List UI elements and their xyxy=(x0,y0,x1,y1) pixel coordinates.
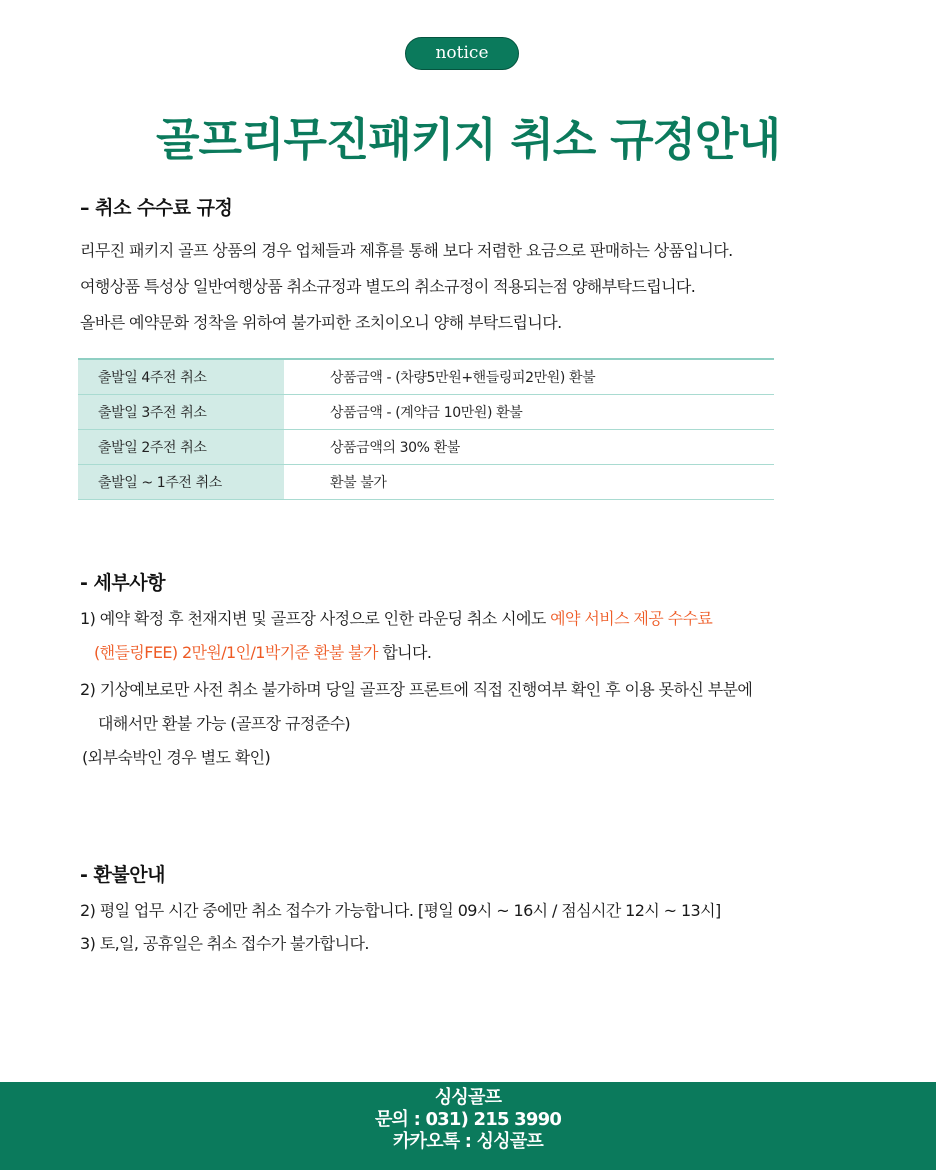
detail-item-1-line-2 xyxy=(94,640,431,663)
footer-kakao: 카카오톡 : 싱싱골프 xyxy=(392,1131,544,1152)
notice-badge: notice xyxy=(405,37,519,70)
table-row xyxy=(78,429,774,464)
fee-paragraph-line: 여행상품 특성상 일반여행상품 취소규정과 별도의 취소규정이 적용되는점 양해부탁드립니다. xyxy=(80,277,696,296)
table-row xyxy=(78,359,774,394)
details-section-heading: - 세부사항 xyxy=(80,572,165,594)
detail-item-1-highlight: 예약 서비스 제공 수수료 xyxy=(550,609,713,628)
refund-policy-cell: 상품금액 - (계약금 10만원) 환불 xyxy=(284,394,774,429)
refund-line: 2) 평일 업무 시간 중에만 취소 접수가 가능합니다. [평일 09시 ~ 16시 / 점심시간 12시 ~ 13시] xyxy=(80,901,721,920)
detail-item-2-line-1: 2) 기상예보로만 사전 취소 불가하며 당일 골프장 프론트에 직접 진행여부 확인 후 이용 못하신 부분에 xyxy=(80,680,753,699)
table-row xyxy=(78,394,774,429)
detail-item-2-line-2: 대해서만 환불 가능 (골프장 규정준수) xyxy=(98,714,351,733)
fee-paragraph-line: 올바른 예약문화 정착을 위하여 불가피한 조치이오니 양해 부탁드립니다. xyxy=(80,313,562,332)
cancel-timing-cell: 출발일 2주전 취소 xyxy=(78,429,284,464)
detail-item-1-highlight: (핸들링FEE) 2만원/1인/1박기준 환불 불가 xyxy=(94,643,378,662)
cancel-timing-cell: 출발일 3주전 취소 xyxy=(78,394,284,429)
table-row xyxy=(78,464,774,499)
footer-phone: 문의 : 031) 215 3990 xyxy=(374,1109,562,1130)
fee-paragraph-line: 리무진 패키지 골프 상품의 경우 업체들과 제휴를 통해 보다 저렴한 요금으로 판매하는 상품입니다. xyxy=(80,241,733,260)
contact-footer xyxy=(0,1082,936,1170)
detail-item-1-text: 1) 예약 확정 후 천재지변 및 골프장 사정으로 인한 라운딩 취소 시에도 xyxy=(80,609,551,628)
cancel-timing-cell: 출발일 4주전 취소 xyxy=(78,359,284,394)
cancel-timing-cell: 출발일 ~ 1주전 취소 xyxy=(78,464,284,499)
refund-policy-cell: 환불 불가 xyxy=(284,464,774,499)
refund-line: 3) 토,일, 공휴일은 취소 접수가 불가합니다. xyxy=(80,934,369,953)
detail-item-1-text: 합니다. xyxy=(377,643,432,662)
refund-policy-cell: 상품금액의 30% 환불 xyxy=(284,429,774,464)
detail-item-1-line-1 xyxy=(80,606,712,629)
refund-policy-cell: 상품금액 - (차량5만원+핸들링피2만원) 환불 xyxy=(284,359,774,394)
fee-section-heading: – 취소 수수료 규정 xyxy=(80,197,233,219)
page-title: 골프리무진패키지 취소 규정안내 xyxy=(156,113,780,166)
detail-item-2-line-3: (외부숙박인 경우 별도 확인) xyxy=(82,748,271,767)
footer-company-name: 싱싱골프 xyxy=(434,1087,502,1108)
refund-section-heading: - 환불안내 xyxy=(80,864,165,886)
cancellation-fee-table xyxy=(78,358,774,500)
